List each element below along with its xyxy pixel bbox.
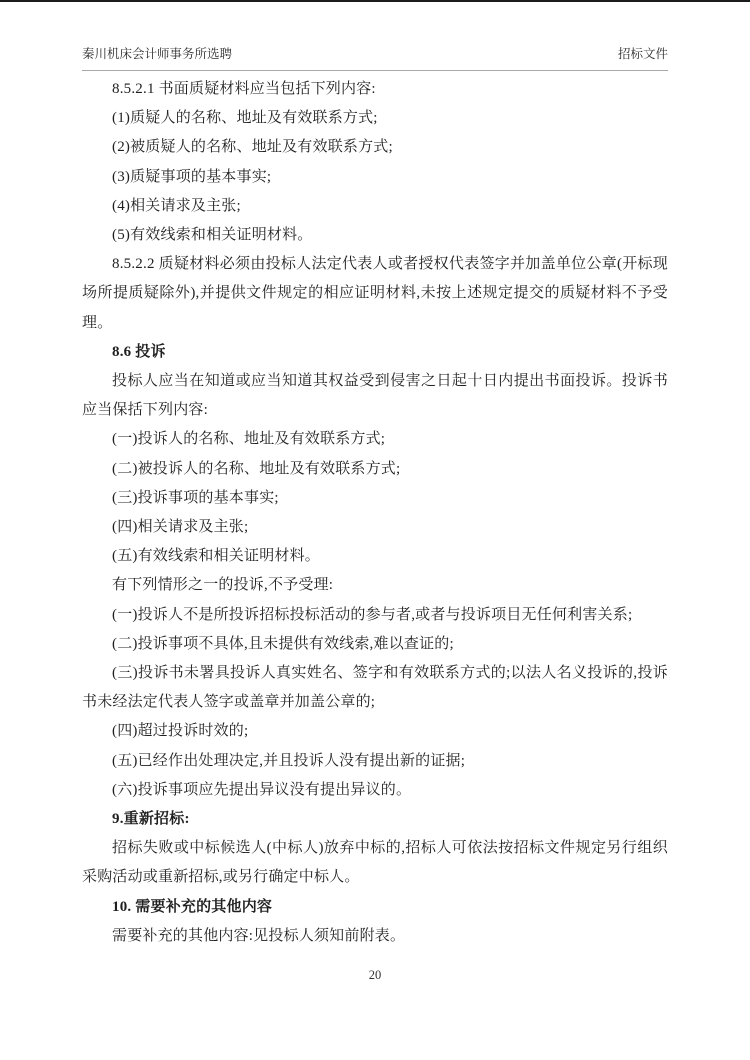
paragraph: (四)相关请求及主张; (112, 519, 249, 536)
page-number: 20 (368, 968, 382, 982)
section-heading: 9.重新招标: (112, 811, 190, 828)
section-heading: 8.6 投诉 (112, 343, 166, 360)
header-doc-type: 招标文件 (617, 47, 668, 61)
page-header (82, 46, 668, 71)
paragraph: (三)投诉事项的基本事实; (112, 489, 279, 506)
paragraph: (3)质疑事项的基本事实; (112, 168, 272, 185)
paragraph: (二)投诉事项不具体,且未提供有效线索,难以查证的; (112, 635, 454, 652)
paragraph: 有下列情形之一的投诉,不予受理: (112, 577, 334, 594)
page-footer (0, 968, 750, 983)
paragraph: (六)投诉事项应先提出异议没有提出异议的。 (112, 781, 412, 798)
paragraph: (1)质疑人的名称、地址及有效联系方式; (112, 110, 378, 127)
paragraph: (2)被质疑人的名称、地址及有效联系方式; (112, 139, 393, 156)
header-project-title: 秦川机床会计师事务所选聘 (82, 47, 233, 61)
section-heading: 10. 需要补充的其他内容 (112, 898, 273, 915)
paragraph: (5)有效线索和相关证明材料。 (112, 227, 313, 244)
paragraph: 需要补充的其他内容:见投标人须知前附表。 (112, 927, 406, 944)
document-body (82, 75, 668, 951)
paragraph: 投标人应当在知道或应当知道其权益受到侵害之日起十日内提出书面投诉。投诉书应当保括下列内容: (82, 373, 668, 419)
paragraph: 8.5.2.2 质疑材料必须由投标人法定代表人或者授权代表签字并加盖单位公章(开标现场所提质疑除外),并提供文件规定的相应证明材料,未按上述规定提交的质疑材料不予受理。 (82, 256, 668, 331)
paragraph: (五)有效线索和相关证明材料。 (112, 548, 320, 565)
paragraph: (五)已经作出处理决定,并且投诉人没有提出新的证据; (112, 752, 466, 769)
page-top-edge-line (0, 0, 750, 2)
paragraph: 招标失败或中标候选人(中标人)放弃中标的,招标人可依法按招标文件规定另行组织采购活动或重新招标,或另行确定中标人。 (82, 840, 668, 886)
paragraph: (四)超过投诉时效的; (112, 723, 249, 740)
paragraph: (一)投诉人不是所投诉招标投标活动的参与者,或者与投诉项目无任何利害关系; (112, 606, 633, 623)
paragraph: (二)被投诉人的名称、地址及有效联系方式; (112, 460, 401, 477)
paragraph: 8.5.2.1 书面质疑材料应当包括下列内容: (112, 81, 376, 97)
paragraph: (三)投诉书未署具投诉人真实姓名、签字和有效联系方式的;以法人名义投诉的,投诉书未经法定代表人签字或盖章并加盖公章的; (82, 665, 668, 711)
paragraph: (一)投诉人的名称、地址及有效联系方式; (112, 431, 386, 448)
paragraph: (4)相关请求及主张; (112, 197, 241, 214)
